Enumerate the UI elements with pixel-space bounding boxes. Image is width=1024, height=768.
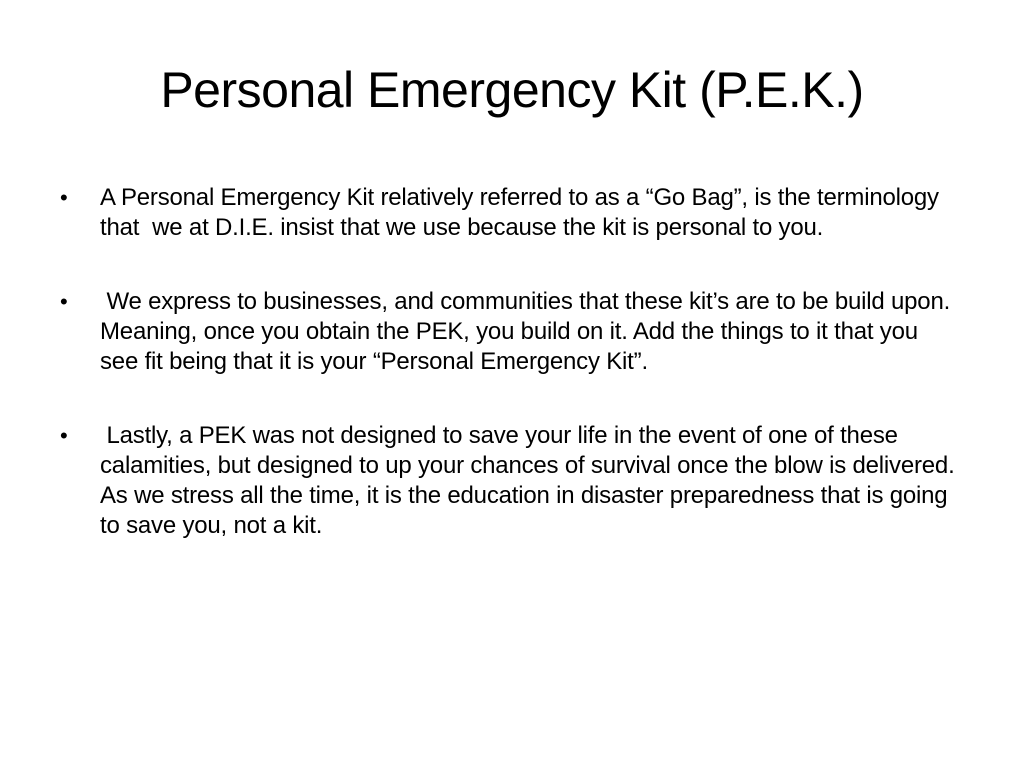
bullet-icon: • (60, 289, 68, 314)
list-item (60, 183, 960, 243)
bullet-icon: • (60, 185, 68, 210)
bullet-text: We express to businesses, and communities that these kit’s are to be build upon. Meaning, once you obtain the PEK, you build on it. Add the things to it that you see fit being that it is your “Personal Emergency Kit”. (100, 288, 957, 375)
bullet-text: Lastly, a PEK was not designed to save your life in the event of one of these calamities, but designed to up your chances of survival once the blow is delivered. As we stress all the time, it is the education in disaster preparedness that is going to save you, not a kit. (100, 422, 960, 539)
bullet-list (60, 183, 960, 585)
bullet-text: A Personal Emergency Kit relatively referred to as a “Go Bag”, is the terminology that we at D.I.E. insist that we use because the kit is personal to you. (100, 184, 946, 241)
slide-title: Personal Emergency Kit (P.E.K.) (160, 62, 864, 118)
list-item (60, 421, 960, 541)
bullet-icon: • (60, 423, 68, 448)
list-item (60, 287, 960, 377)
